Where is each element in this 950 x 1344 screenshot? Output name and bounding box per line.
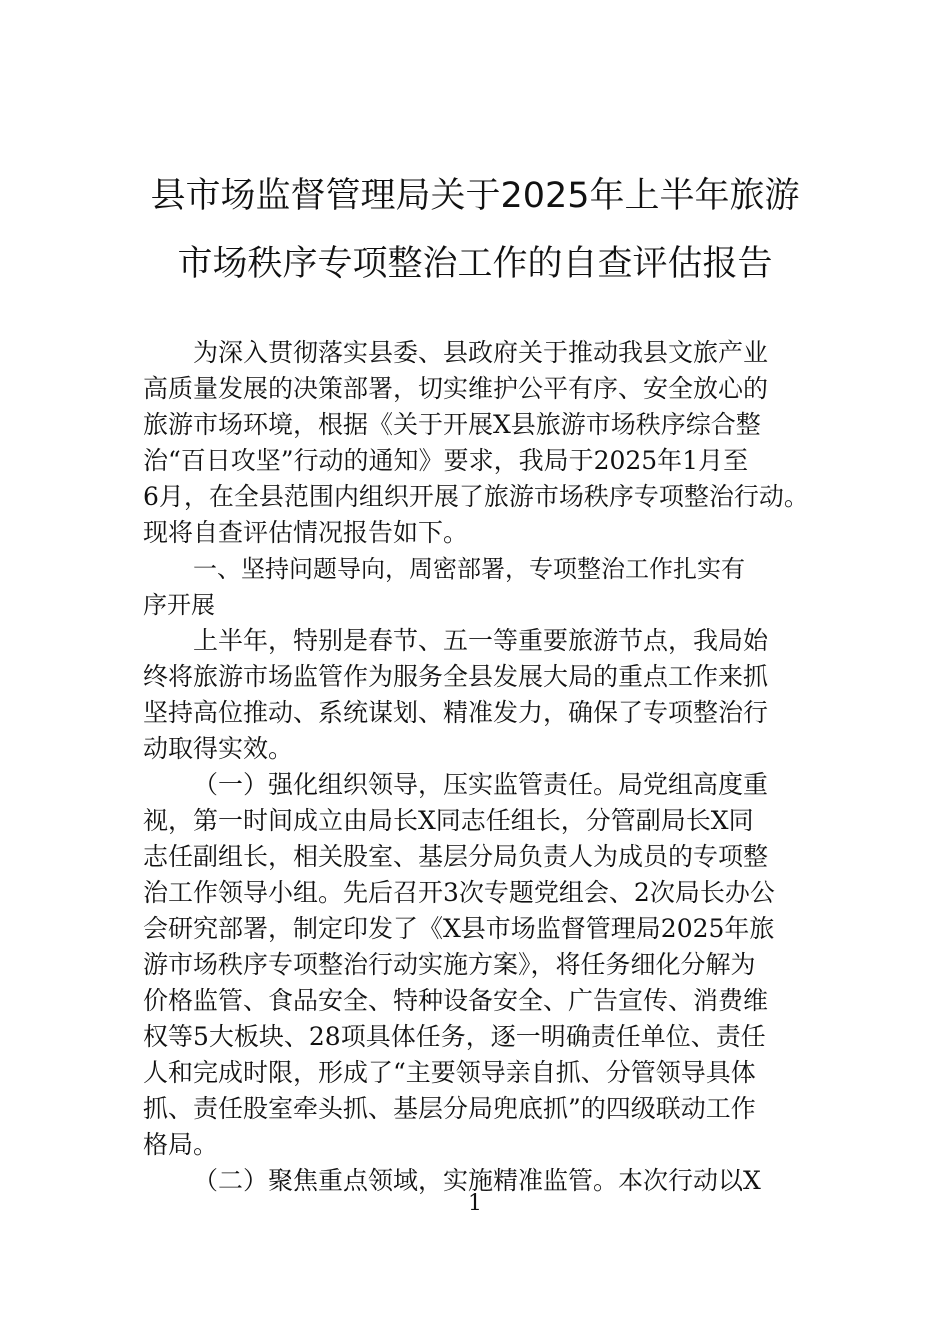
- paragraph-line: （二）聚焦重点领域，实施精准监管。本次行动以X: [193, 1166, 761, 1195]
- document-title-line-1: 县市场监督管理局关于2025年上半年旅游: [150, 176, 800, 216]
- paragraph-line: 权等5大板块、28项具体任务，逐一明确责任单位、责任: [143, 1022, 766, 1051]
- document-body: [143, 335, 815, 1199]
- paragraph-line: 治“百日攻坚”行动的通知》要求，我局于2025年1月至: [143, 446, 749, 475]
- paragraph-line: 视，第一时间成立由局长X同志任组长，分管副局长X同: [143, 806, 754, 835]
- section-heading-line: 一、坚持问题导向，周密部署，专项整治工作扎实有: [193, 555, 745, 583]
- paragraph-line: 坚持高位推动、系统谋划、精准发力，确保了专项整治行: [143, 698, 769, 727]
- paragraph-line: 为深入贯彻落实县委、县政府关于推动我县文旅产业: [193, 338, 769, 367]
- paragraph-line: 格局。: [143, 1130, 219, 1159]
- paragraph-line: 抓、责任股室牵头抓、基层分局兜底抓”的四级联动工作: [143, 1094, 756, 1123]
- paragraph-line: 会研究部署，制定印发了《X县市场监督管理局2025年旅: [143, 914, 775, 943]
- page-number: 1: [468, 1191, 482, 1216]
- paragraph-line: 志任副组长，相关股室、基层分局负责人为成员的专项整: [143, 842, 769, 871]
- paragraph-line: 终将旅游市场监管作为服务全县发展大局的重点工作来抓: [143, 662, 769, 691]
- paragraph-line: 上半年，特别是春节、五一等重要旅游节点，我局始: [193, 626, 769, 655]
- paragraph-line: 现将自查评估情况报告如下。: [143, 518, 469, 547]
- section-heading-line: 序开展: [143, 591, 215, 619]
- document-title-line-2: 市场秩序专项整治工作的自查评估报告: [177, 244, 773, 284]
- paragraph-line: 动取得实效。: [143, 734, 294, 763]
- paragraph-line: 人和完成时限，形成了“主要领导亲自抓、分管领导具体: [143, 1058, 756, 1087]
- paragraph-line: 旅游市场环境，根据《关于开展X县旅游市场秩序综合整: [143, 410, 761, 439]
- paragraph-line: 价格监管、食品安全、特种设备安全、广告宣传、消费维: [143, 986, 769, 1015]
- paragraph-line: （一）强化组织领导，压实监管责任。局党组高度重: [193, 770, 769, 799]
- paragraph-line: 游市场秩序专项整治行动实施方案》，将任务细化分解为: [143, 950, 756, 979]
- paragraph-line: 6月，在全县范围内组织开展了旅游市场秩序专项整治行动。: [143, 482, 809, 511]
- paragraph-line: 治工作领导小组。先后召开3次专题党组会、2次局长办公: [143, 878, 775, 907]
- paragraph-line: 高质量发展的决策部署，切实维护公平有序、安全放心的: [143, 374, 769, 403]
